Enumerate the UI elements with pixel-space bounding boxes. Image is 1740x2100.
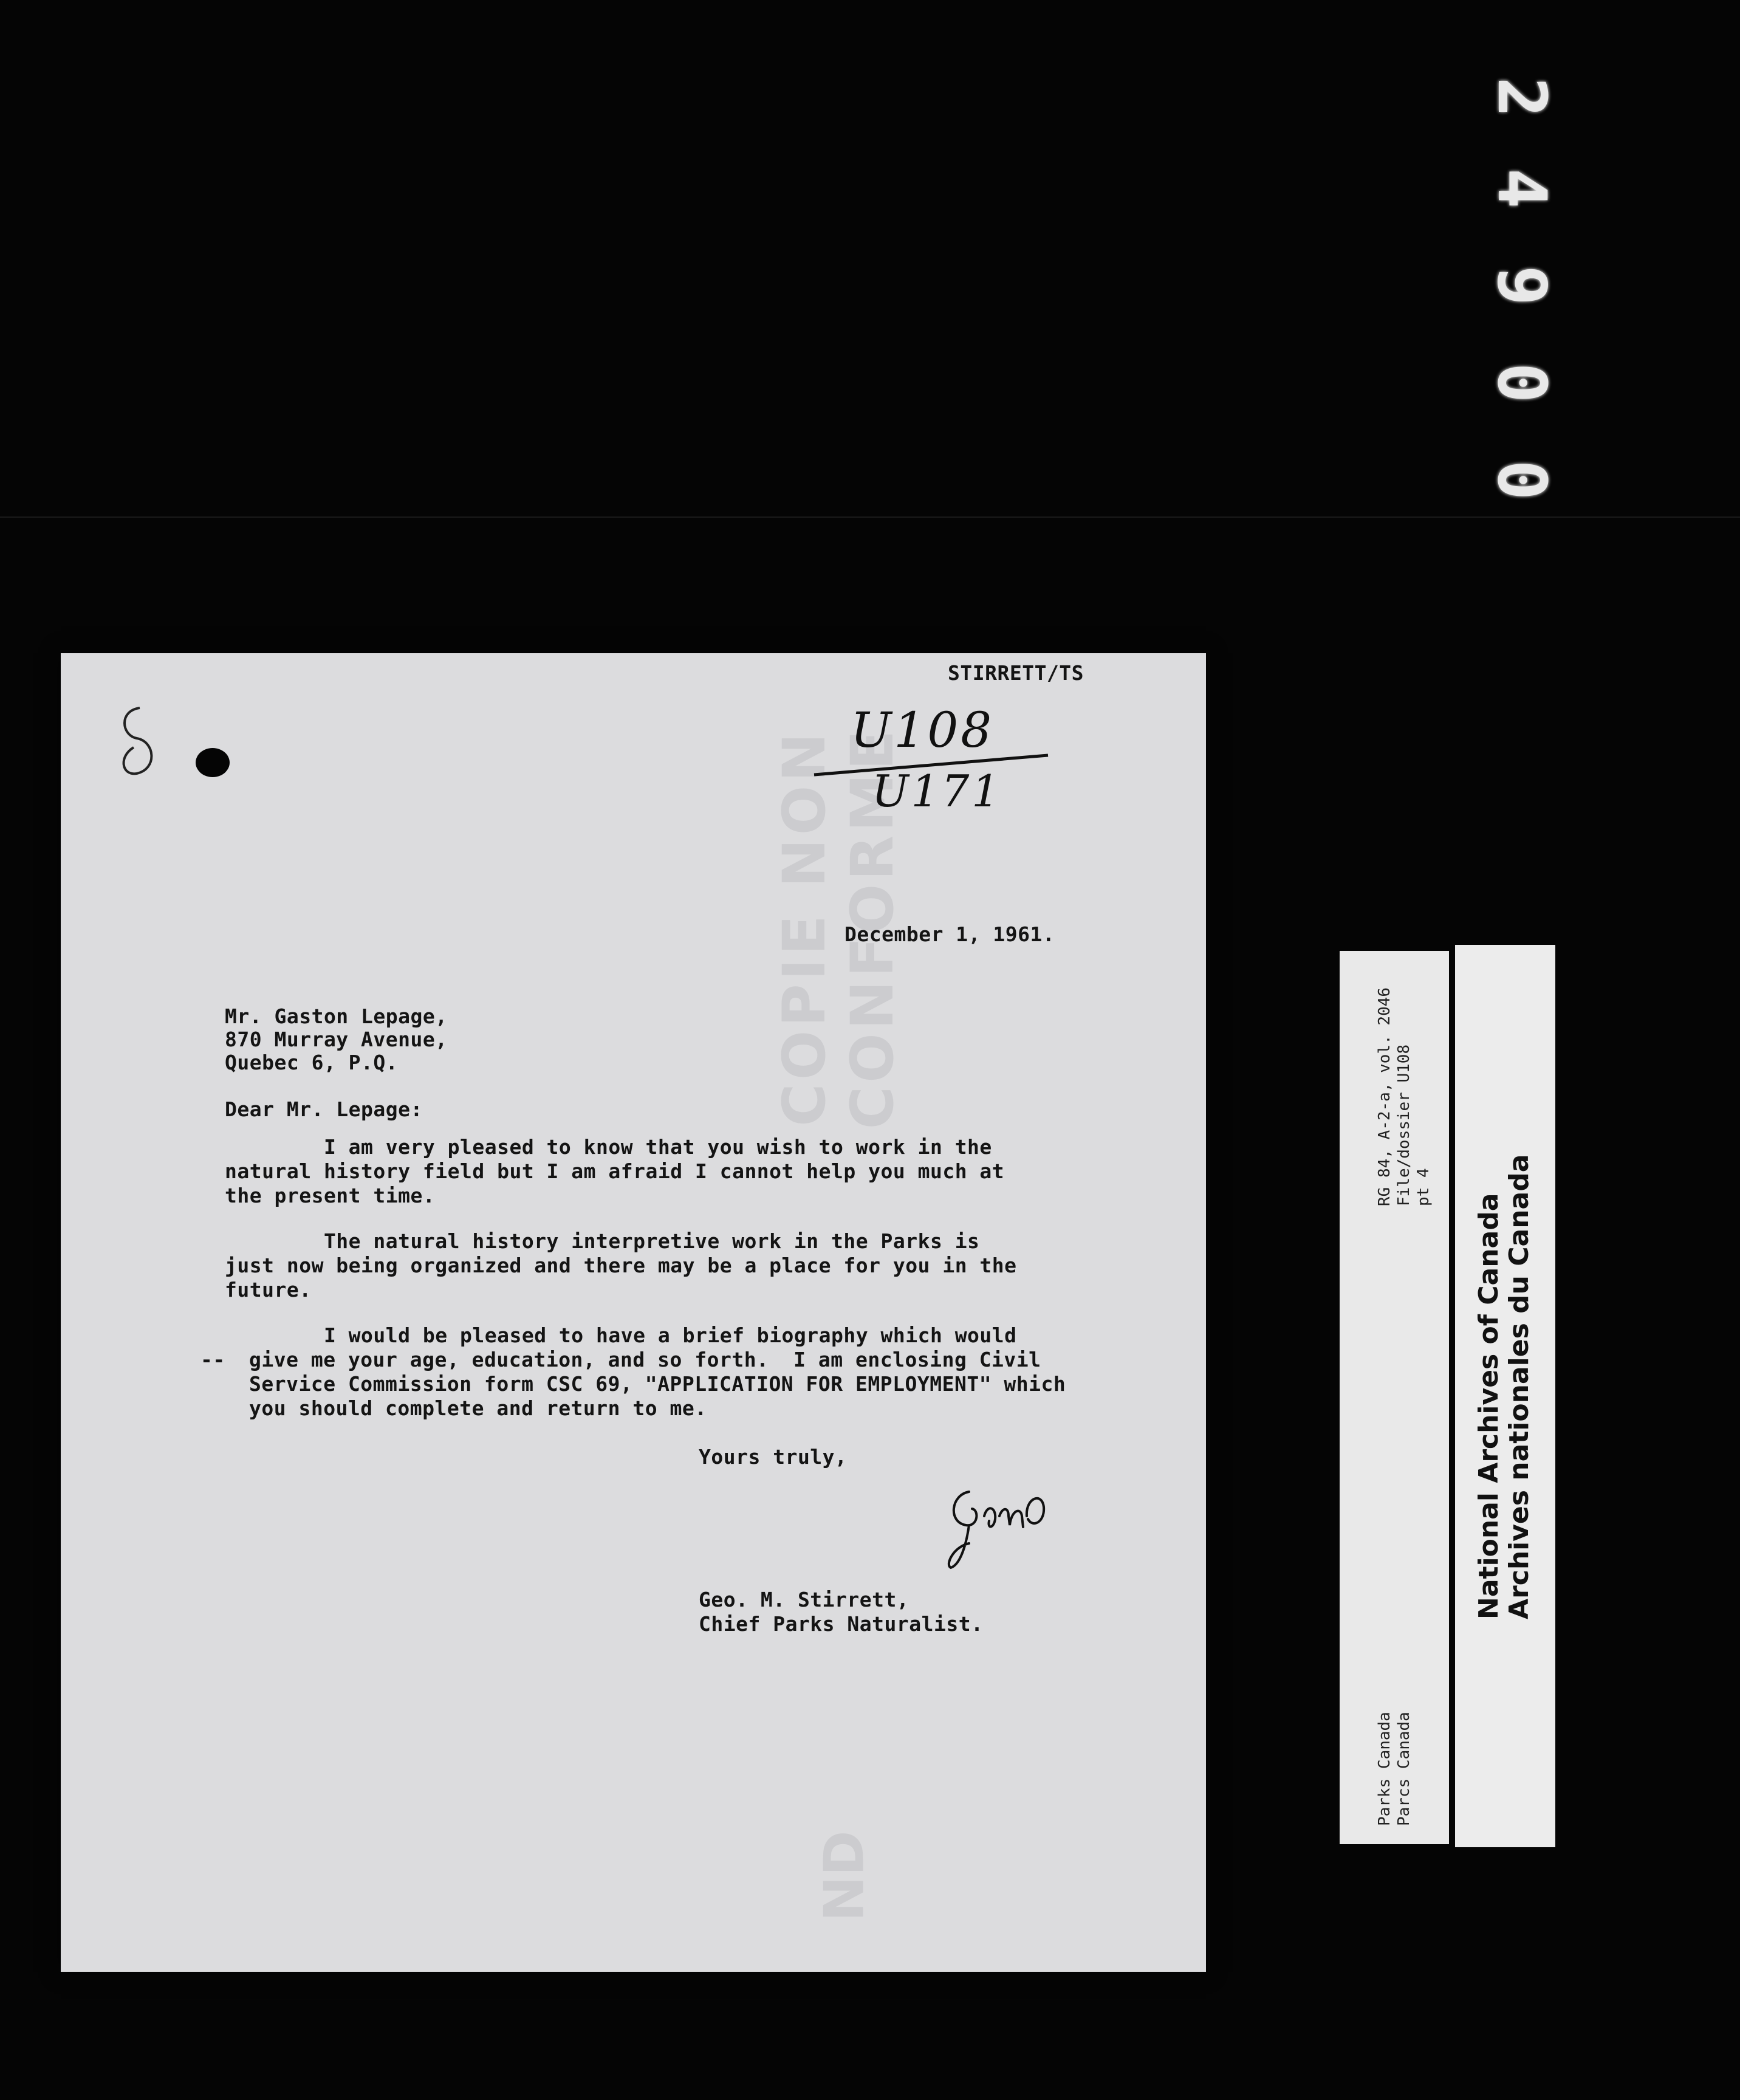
closing: Yours truly, <box>699 1445 848 1469</box>
copy-watermark-lower <box>790 1796 881 1947</box>
paragraph-line: natural history field but I am afraid I cannot help you much at <box>225 1159 1005 1183</box>
paragraph-line: you should complete and return to me. <box>249 1396 707 1420</box>
archive-name: National Archives of Canada <box>1473 1193 1504 1619</box>
signer-name: Geo. M. Stirrett, <box>699 1588 909 1611</box>
punch-hole <box>191 744 234 781</box>
archive-reference-line: RG 84, A-2-a, vol. 2046 <box>1375 987 1394 1206</box>
paragraph-line: The natural history interpretive work in the Parks is <box>225 1229 980 1253</box>
paragraph-line: I would be pleased to have a brief biography which would <box>225 1323 1017 1347</box>
film-frame-counter <box>1482 61 1561 541</box>
margin-mark: -- <box>200 1348 225 1371</box>
archive-reference-label <box>1340 951 1449 1844</box>
handwritten-file-number-lower: U171 <box>872 766 1002 817</box>
paragraph-line: give me your age, education, and so forth. I am enclosing Civil <box>249 1348 1041 1371</box>
archive-reference-line: pt 4 <box>1414 1168 1433 1206</box>
frame-digit: 4 <box>1483 168 1561 209</box>
salutation: Dear Mr. Lepage: <box>225 1097 423 1121</box>
paragraph-line: future. <box>225 1278 312 1302</box>
paragraph-line: just now being organized and there may be a place for you in the <box>225 1254 1017 1277</box>
signer-title: Chief Parks Naturalist. <box>699 1612 984 1636</box>
watermark-text: COPIE NON CONFORME <box>770 726 906 1130</box>
addressee-line: Mr. Gaston Lepage, <box>225 1004 448 1028</box>
frame-digit: 2 <box>1483 77 1561 118</box>
addressee-line: Quebec 6, P.Q. <box>225 1051 399 1074</box>
paragraph-line: the present time. <box>225 1184 436 1207</box>
handwritten-underline <box>811 750 1054 781</box>
reference-initials: STIRRETT/TS <box>948 661 1084 685</box>
letter-date: December 1, 1961. <box>844 922 1055 946</box>
archive-name: Archives nationales du Canada <box>1504 1154 1535 1619</box>
letter-page <box>61 653 1206 1972</box>
paragraph-line: I am very pleased to know that you wish to work in the <box>225 1135 992 1159</box>
frame-digit: 0 <box>1483 362 1561 403</box>
handwritten-mark <box>106 702 167 781</box>
archive-name-label <box>1455 945 1555 1847</box>
watermark-text-lower: ND <box>812 1830 877 1922</box>
handwritten-initials <box>942 1474 1051 1577</box>
agency-name: Parcs Canada <box>1395 1712 1413 1826</box>
addressee-line: 870 Murray Avenue, <box>225 1028 448 1051</box>
archive-reference-line: File/dossier U108 <box>1395 1044 1413 1206</box>
handwritten-file-number: U108 <box>851 702 995 758</box>
frame-digit: 9 <box>1483 265 1561 306</box>
film-scan-line <box>0 516 1740 518</box>
paragraph-line: Service Commission form CSC 69, "APPLICATION FOR EMPLOYMENT" which <box>249 1372 1066 1396</box>
agency-name: Parks Canada <box>1375 1712 1394 1826</box>
frame-digit: 0 <box>1483 459 1561 501</box>
